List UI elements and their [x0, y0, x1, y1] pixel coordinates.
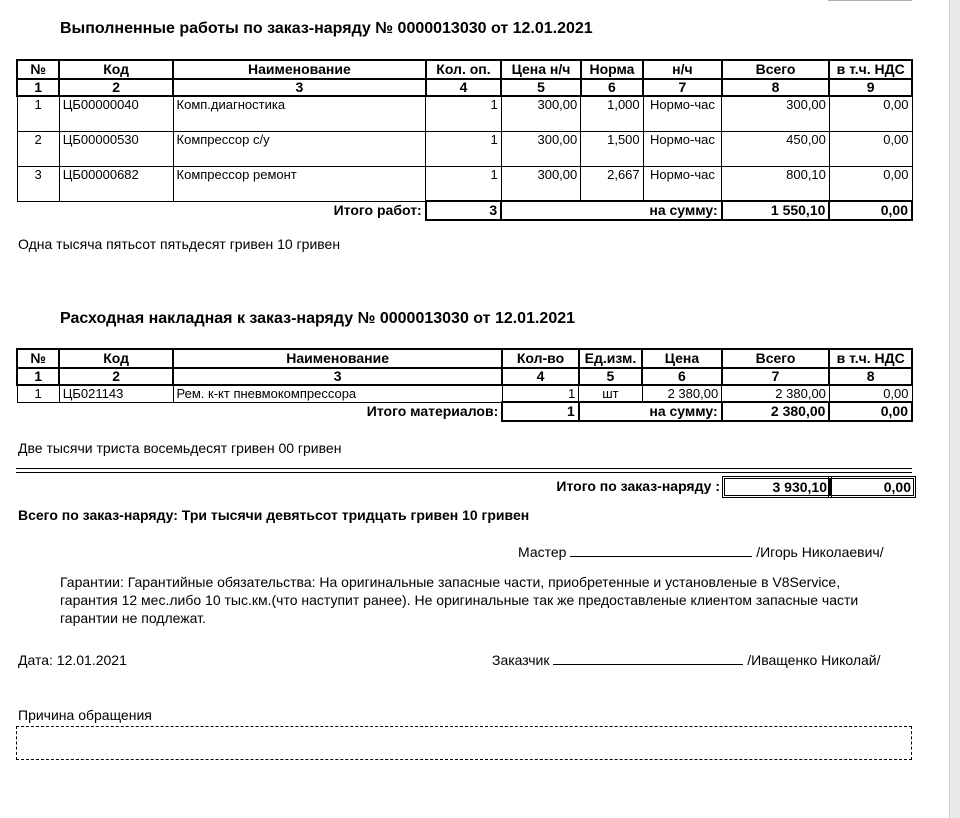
cell-norm: 2,667: [581, 166, 643, 201]
table-row: [17, 96, 912, 131]
cell-qty: 1: [426, 96, 502, 131]
cell-price: 300,00: [501, 166, 581, 201]
cell-unit: шт: [579, 385, 642, 402]
cell-price: 2 380,00: [642, 385, 722, 402]
separator-line: [16, 468, 912, 473]
col-number: 8: [722, 79, 830, 96]
col-number: 4: [502, 368, 579, 385]
master-name: /Игорь Николаевич/: [756, 544, 884, 560]
cell-price: 300,00: [501, 131, 581, 166]
col-number: 2: [59, 368, 173, 385]
cell-no: 1: [17, 96, 59, 131]
works-total-sum: 1 550,10: [722, 201, 830, 220]
col-number: 7: [722, 368, 830, 385]
col-number: 4: [426, 79, 502, 96]
cell-name: Комп.диагностика: [173, 96, 426, 131]
col-number: 2: [59, 79, 173, 96]
col-number: 3: [173, 368, 502, 385]
cell-norm: 1,500: [581, 131, 643, 166]
col-number: 6: [581, 79, 643, 96]
col-header: Цена н/ч: [501, 60, 581, 79]
cell-vat: 0,00: [829, 96, 912, 131]
table-row: [17, 385, 912, 402]
col-header: Цена: [642, 349, 722, 368]
col-header: Всего: [722, 60, 830, 79]
materials-sum-label: на сумму:: [579, 402, 722, 421]
col-header: Наименование: [173, 349, 502, 368]
cell-unit: Нормо-час: [643, 96, 722, 131]
works-amount-in-words: Одна тысяча пятьсот пятьдесят гривен 10 гривен: [18, 236, 341, 252]
table-row: [17, 131, 912, 166]
works-total-label: Итого работ:: [333, 201, 422, 218]
materials-title: Расходная накладная к заказ-наряду № 0000013030 от 12.01.2021: [60, 310, 576, 327]
grand-total-label: Итого по заказ-наряду :: [556, 478, 720, 494]
col-number: 5: [501, 79, 581, 96]
materials-colnum-row: [17, 368, 912, 385]
materials-amount-in-words: Две тысячи триста восемьдесят гривен 00 гривен: [18, 440, 342, 456]
cell-name: Рем. к-кт пневмокомпрессора: [173, 385, 502, 402]
col-header: №: [17, 349, 59, 368]
cell-price: 300,00: [501, 96, 581, 131]
materials-total-sum: 2 380,00: [722, 402, 830, 421]
col-header: в т.ч. НДС: [829, 60, 912, 79]
col-header: Норма: [581, 60, 643, 79]
col-number: 1: [17, 368, 59, 385]
col-header: Всего: [722, 349, 830, 368]
customer-name: /Иващенко Николай/: [747, 652, 881, 668]
cell-name: Компрессор ремонт: [173, 166, 426, 201]
cell-code: ЦБ00000682: [59, 166, 173, 201]
materials-header-row: [17, 349, 912, 368]
master-label: Мастер: [518, 544, 567, 560]
materials-total-qty: 1: [502, 402, 579, 421]
document-date: Дата: 12.01.2021: [18, 652, 127, 668]
cell-code: ЦБ00000530: [59, 131, 173, 166]
col-number: 9: [829, 79, 912, 96]
cell-unit: Нормо-час: [643, 166, 722, 201]
cell-total: 800,10: [722, 166, 830, 201]
cell-no: 3: [17, 166, 59, 201]
cell-unit: Нормо-час: [643, 131, 722, 166]
col-header: Кол-во: [502, 349, 579, 368]
col-header: в т.ч. НДС: [829, 349, 912, 368]
customer-label: Заказчик: [492, 652, 550, 668]
cell-vat: 0,00: [829, 131, 912, 166]
col-header: Кол. оп.: [426, 60, 502, 79]
cell-qty: 1: [426, 166, 502, 201]
works-total-row: [17, 201, 912, 220]
grand-total: [16, 476, 912, 496]
cell-vat: 0,00: [829, 385, 912, 402]
page-edge: [949, 0, 960, 818]
col-number: 5: [579, 368, 642, 385]
materials-total-label: Итого материалов:: [366, 402, 499, 419]
col-number: 7: [643, 79, 722, 96]
works-title: Выполненные работы по заказ-наряду № 0000013030 от 12.01.2021: [60, 20, 593, 37]
cell-total: 2 380,00: [722, 385, 830, 402]
customer-signature: [492, 652, 881, 668]
cell-no: 2: [17, 131, 59, 166]
master-signature: [518, 544, 884, 560]
customer-signature-line: [553, 652, 743, 665]
reason-label: Причина обращения: [18, 707, 152, 723]
materials-table: [16, 348, 913, 422]
cell-vat: 0,00: [829, 166, 912, 201]
cell-code: ЦБ00000040: [59, 96, 173, 131]
works-header-row: [17, 60, 912, 79]
col-number: 3: [173, 79, 426, 96]
cell-name: Компрессор с/у: [173, 131, 426, 166]
col-number: 6: [642, 368, 722, 385]
col-header: №: [17, 60, 59, 79]
guarantee-text: Гарантии: Гарантийные обязательства: На оригинальные запасные части, приобретенные и установленые в V8Service, гарантия 12 мес.либо 10 тыс.км.(что наступит ранее). Не оригинальные так же предоставленые клиентом запасные части гарантии не подлежат.: [60, 574, 859, 626]
works-colnum-row: [17, 79, 912, 96]
table-row: [17, 166, 912, 201]
cell-code: ЦБ021143: [59, 385, 173, 402]
reason-field: [16, 726, 912, 760]
col-number: 1: [17, 79, 59, 96]
works-table: [16, 59, 913, 221]
master-signature-line: [570, 544, 752, 557]
works-sum-label: на сумму:: [501, 201, 721, 220]
col-header: Код: [59, 60, 173, 79]
cell-norm: 1,000: [581, 96, 643, 131]
materials-total-row: [17, 402, 912, 421]
materials-total-vat: 0,00: [829, 402, 912, 421]
cell-no: 1: [17, 385, 59, 402]
col-header: Код: [59, 349, 173, 368]
cell-qty: 1: [502, 385, 579, 402]
grand-total-vat: 0,00: [828, 476, 916, 498]
grand-total-sum: 3 930,10: [722, 476, 832, 498]
cell-total: 300,00: [722, 96, 830, 131]
total-in-words: Всего по заказ-наряду: Три тысячи девятьсот тридцать гривен 10 гривен: [18, 507, 530, 523]
page-edge-top: [828, 0, 912, 2]
col-header: Ед.изм.: [579, 349, 642, 368]
col-header: н/ч: [643, 60, 722, 79]
cell-qty: 1: [426, 131, 502, 166]
col-number: 8: [829, 368, 912, 385]
works-total-qty: 3: [426, 201, 502, 220]
works-total-vat: 0,00: [829, 201, 912, 220]
col-header: Наименование: [173, 60, 426, 79]
cell-total: 450,00: [722, 131, 830, 166]
